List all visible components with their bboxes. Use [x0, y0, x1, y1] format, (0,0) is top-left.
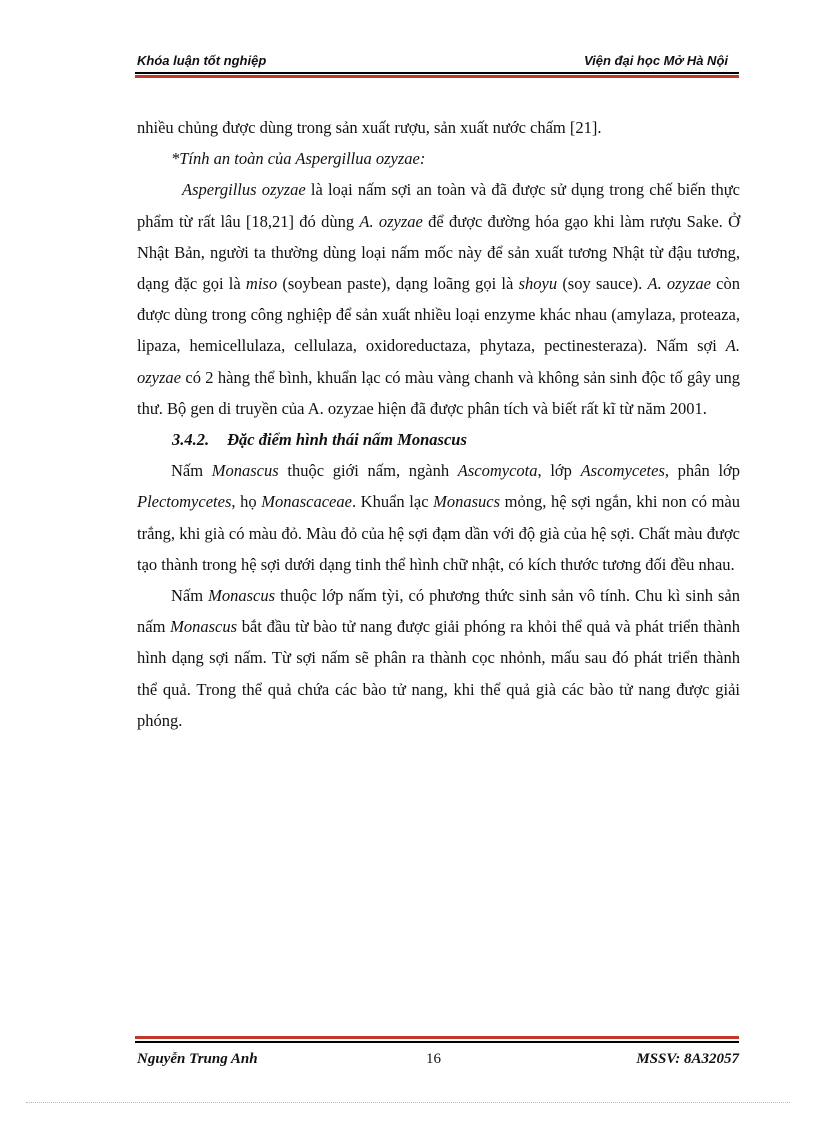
page-number: 16: [426, 1051, 441, 1067]
text-run: bắt đầu từ bào tử nang được giải phóng ra khỏi thể quả và phát triển thành hình dạng sợi nấm. Từ sợi nấm sẽ phân ra thành cọc nhỏnh, mấu sau đó phát triển thành thể quả. Trong thể quả chứa các bào tử nang, khi thể quả già các bào tử nang được giải phóng.: [137, 617, 740, 730]
text-run: có 2 hàng thể bình, khuẩn lạc có màu vàng chanh và không sản sinh độc tố gây ung thư. Bộ gen di truyền của A. ozyzae hiện đã được phân tích và biết rất kĩ từ năm 2001.: [137, 367, 740, 418]
text-run: , họ: [231, 492, 262, 512]
species-name: Monascus: [170, 617, 238, 637]
text-run: , lớp: [537, 461, 581, 481]
header-rule-red: [135, 75, 739, 78]
species-name: A. ozyzae: [137, 336, 740, 387]
text-run: thuộc giới nấm, ngành: [278, 461, 458, 481]
text-run: thuộc lớp nấm tỳi, có phương thức sinh sản vô tính. Chu kì sinh sản nấm: [137, 586, 740, 637]
term: miso: [245, 274, 278, 294]
text-run: Nấm: [171, 461, 212, 481]
section-heading: [137, 424, 740, 455]
text-run: , phân lớp: [664, 461, 741, 481]
text-run: . Khuẩn lạc: [351, 492, 434, 512]
header-thesis-title: Khóa luận tốt nghiệp: [137, 53, 267, 68]
footer-student-id: MSSV: 8A32057: [636, 1051, 739, 1067]
term: Ascomycetes: [580, 461, 665, 481]
term: Monascaceae: [261, 492, 352, 512]
header-rule-black: [135, 72, 739, 74]
paragraph-monascus-taxonomy: [137, 455, 740, 580]
paragraph-aspergillus: [137, 174, 740, 424]
term: Plectomycetes: [137, 492, 232, 512]
footer-rule-black: [135, 1041, 739, 1043]
body-text: [137, 112, 740, 736]
safety-bullet-title: *Tính an toàn của Aspergillua ozyzae:: [171, 149, 426, 169]
term: Ascomycota: [457, 461, 538, 481]
text-run: để được đường hóa gạo khi làm rượu Sake. Ở Nhật Bản, người ta thường dùng loại nấm mốc này để sản xuất tương Nhật từ đậu tương, dạng đặc gọi là: [137, 211, 740, 294]
text-run: là loại nấm sợi an toàn và đã được sử dụng trong chế biến thực phẩm từ rất lâu [18,21] đó dùng: [137, 180, 740, 231]
text-run: còn được dùng trong công nghiệp để sản xuất nhiều loại enzyme khác nhau (amylaza, proteaza, lipaza, hemicellulaza, cellulaza, oxidoreductaza, phytaza, pectinesteraza). Nấm sợi: [137, 274, 740, 356]
header-institution: Viện đại học Mở Hà Nội: [583, 53, 728, 68]
term: shoyu: [518, 274, 558, 294]
section-title: Đặc điểm hình thái nấm Monascus: [227, 430, 467, 450]
section-number: 3.4.2.: [172, 430, 210, 450]
species-name: Aspergillus ozyzae: [182, 180, 306, 200]
species-name: Monascus: [208, 586, 276, 606]
text-run: mỏng, hệ sợi ngắn, khi non có màu trắng, khi già có màu đỏ. Màu đỏ của hệ sợi đạm dần với độ già của hệ sợi. Chất màu được tạo thành trong hệ sợi dưới dạng tinh thể hình chữ nhật, có kích thước tương đối đều nhau.: [137, 492, 741, 574]
text-run: (soy sauce).: [557, 274, 648, 294]
footer-rule-red: [135, 1036, 739, 1039]
text-run: Nấm: [171, 586, 209, 606]
species-name: A. ozyzae: [359, 211, 423, 231]
species-name: Monascus: [211, 461, 279, 481]
species-name: A. ozyzae: [647, 274, 711, 294]
text-run: (soybean paste), dạng loãng gọi là: [277, 274, 519, 294]
page-bottom-divider: [26, 1102, 790, 1103]
paragraph-continuation: nhiều chủng được dùng trong sản xuất rượu, sản xuất nước chấm [21].: [137, 118, 602, 137]
paragraph-monascus-reproduction: [137, 580, 740, 736]
species-name: Monasucs: [433, 492, 501, 512]
footer-author: Nguyễn Trung Anh: [137, 1051, 258, 1067]
